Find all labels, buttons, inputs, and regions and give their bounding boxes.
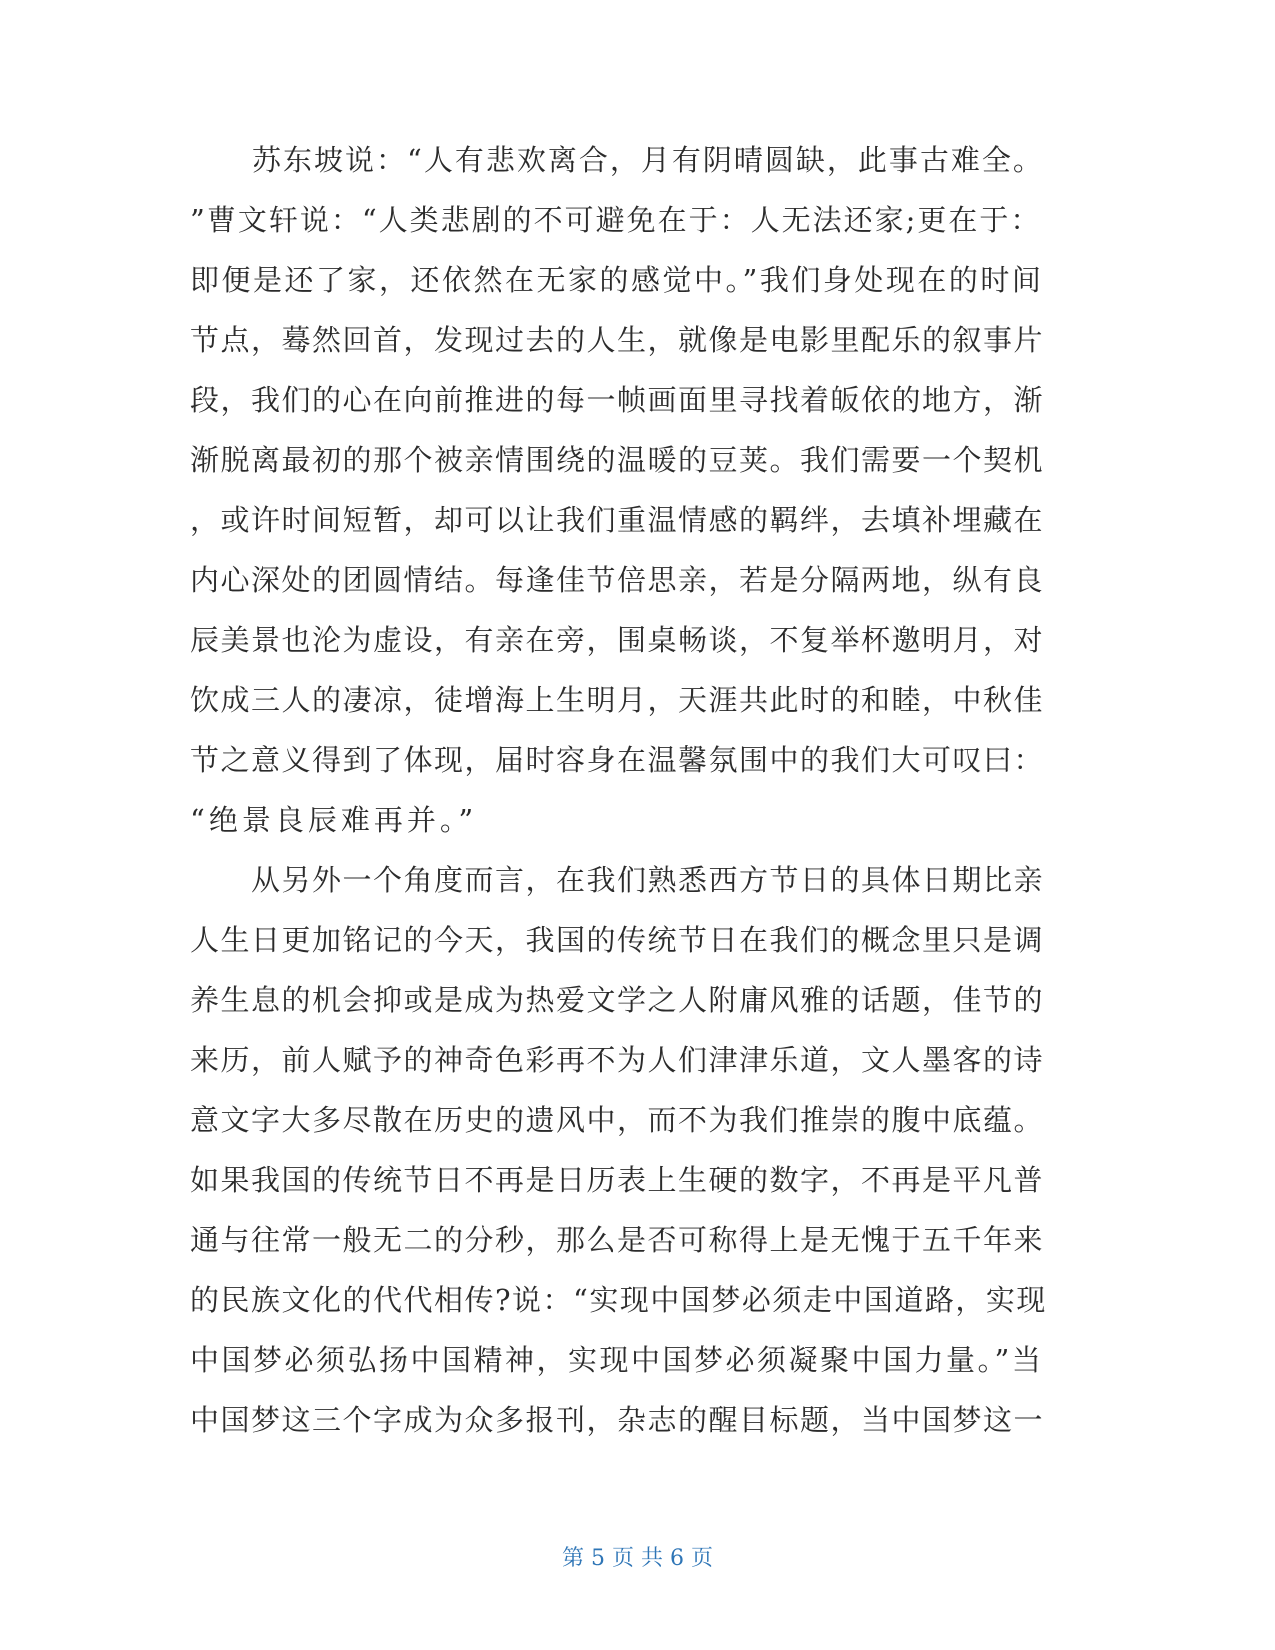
text-line: 即便是还了家，还依然在无家的感觉中。”我们身处现在的时间 xyxy=(190,263,1044,297)
page-number-footer: 第 5 页 共 6 页 xyxy=(562,1546,713,1571)
text-line: ，或许时间短暂，却可以让我们重温情感的羁绊，去填补埋藏在 xyxy=(190,503,1045,537)
text-line: 渐脱离最初的那个被亲情围绕的温暖的豆荚。我们需要一个契机 xyxy=(190,443,1045,477)
text-line: 的民族文化的代代相传?说：“实现中国梦必须走中国道路，实现 xyxy=(190,1283,1047,1317)
text-line: ”曹文轩说：“人类悲剧的不可避免在于：人无法还家;更在于： xyxy=(190,203,1042,237)
text-line: 苏东坡说：“人有悲欢离合，月有阴晴圆缺，此事古难全。 xyxy=(190,143,1044,177)
text-line: 中国梦必须弘扬中国精神，实现中国梦必须凝聚中国力量。”当 xyxy=(190,1343,1044,1377)
text-line: 养生息的机会抑或是成为热爱文学之人附庸风雅的话题，佳节的 xyxy=(190,983,1045,1017)
text-line: 从另外一个角度而言，在我们熟悉西方节日的具体日期比亲 xyxy=(190,863,1045,897)
text-line: 如果我国的传统节日不再是日历表上生硬的数字，不再是平凡普 xyxy=(190,1163,1045,1197)
text-line: 意文字大多尽散在历史的遗风中，而不为我们推崇的腹中底蕴。 xyxy=(190,1103,1045,1137)
text-line: 中国梦这三个字成为众多报刊，杂志的醒目标题，当中国梦这一 xyxy=(190,1403,1045,1437)
text-line: 饮成三人的凄凉，徒增海上生明月，天涯共此时的和睦，中秋佳 xyxy=(190,683,1045,717)
text-line: 通与往常一般无二的分秒，那么是否可称得上是无愧于五千年来 xyxy=(190,1223,1045,1257)
text-line: 辰美景也沦为虚设，有亲在旁，围桌畅谈，不复举杯邀明月，对 xyxy=(190,623,1045,657)
text-line: 人生日更加铭记的今天，我国的传统节日在我们的概念里只是调 xyxy=(190,923,1045,957)
text-line: 节点，蓦然回首，发现过去的人生，就像是电影里配乐的叙事片 xyxy=(190,323,1045,357)
text-line: 段，我们的心在向前推进的每一帧画面里寻找着皈依的地方，渐 xyxy=(190,383,1045,417)
text-line: “绝景良辰难再并。” xyxy=(190,803,478,837)
text-line: 内心深处的团圆情结。每逢佳节倍思亲，若是分隔两地，纵有良 xyxy=(190,563,1045,597)
text-line: 节之意义得到了体现，届时容身在温馨氛围中的我们大可叹曰： xyxy=(190,743,1045,777)
text-line: 来历，前人赋予的神奇色彩再不为人们津津乐道，文人墨客的诗 xyxy=(190,1043,1045,1077)
